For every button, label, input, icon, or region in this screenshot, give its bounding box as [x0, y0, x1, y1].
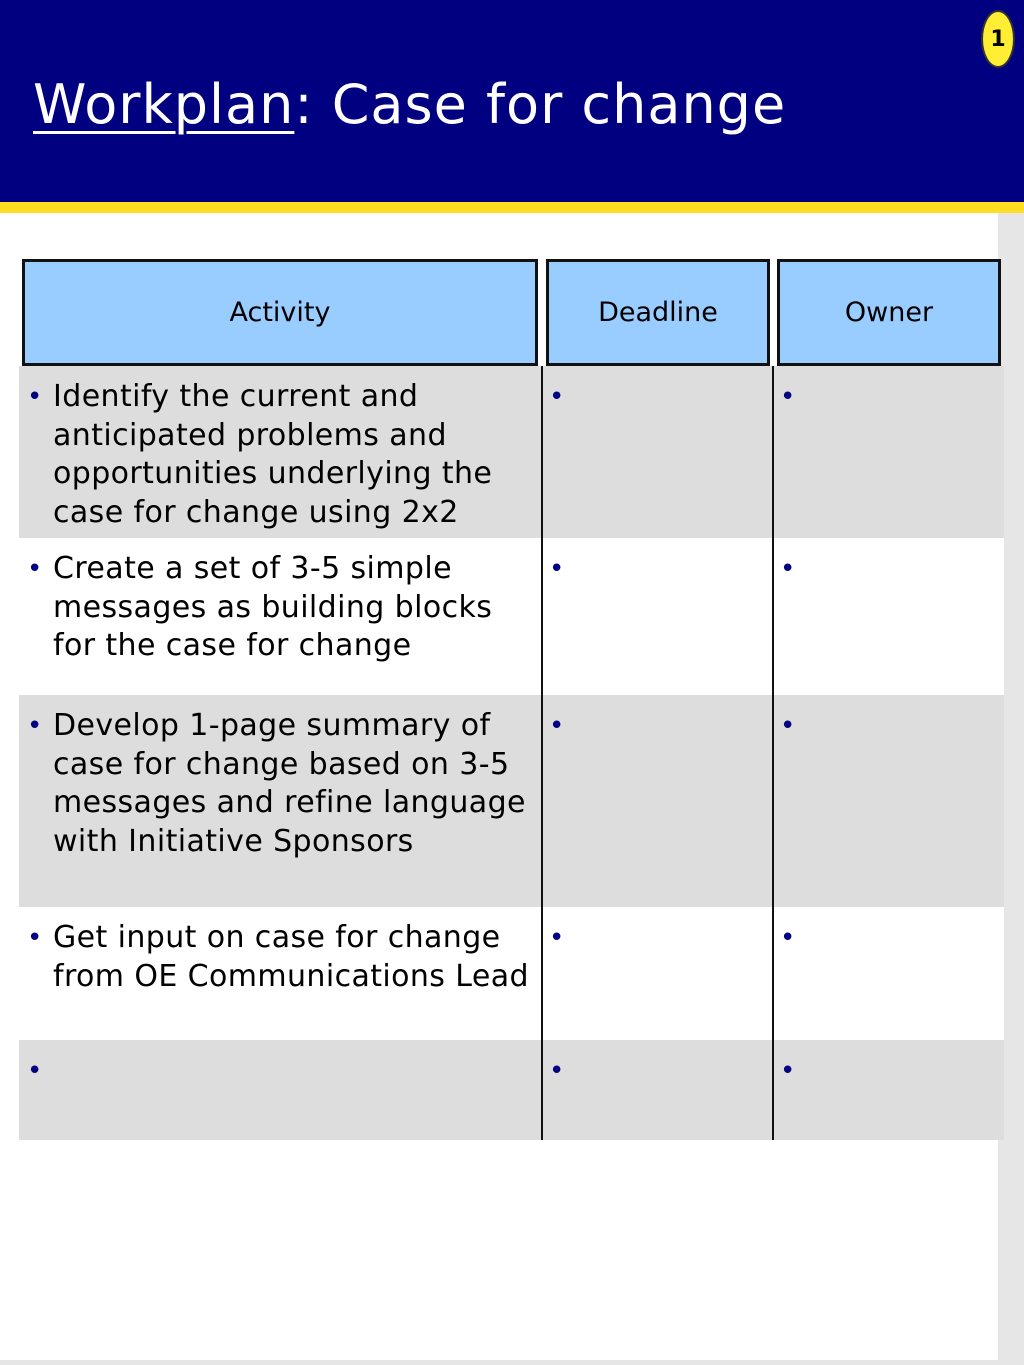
bullet-icon: • — [549, 382, 565, 412]
accent-stripe — [0, 202, 1024, 213]
bullet-icon: • — [780, 923, 796, 953]
column-divider — [772, 366, 774, 1140]
bullet-icon: • — [549, 711, 565, 741]
bullet-icon: • — [27, 554, 43, 584]
bullet-icon: • — [780, 382, 796, 412]
title-underlined: Workplan — [33, 73, 295, 136]
slide-title — [33, 72, 786, 138]
table-row — [19, 1040, 1004, 1140]
title-rest: : Case for change — [294, 73, 787, 136]
table-row — [19, 538, 1004, 695]
activity-text: Create a set of 3-5 simple messages as building blocks for the case for change — [53, 551, 493, 664]
bullet-icon: • — [780, 711, 796, 741]
bullet-icon: • — [549, 554, 565, 584]
bottom-edge-shadow — [0, 1360, 1024, 1365]
activity-cell — [27, 919, 532, 996]
page-number-badge: 1 — [981, 10, 1015, 68]
bullet-icon: • — [549, 1056, 565, 1086]
header-activity: Activity — [22, 259, 538, 366]
header-deadline: Deadline — [546, 259, 770, 366]
bullet-icon: • — [780, 554, 796, 584]
activity-text: Develop 1-page summary of case for change based on 3-5 messages and refine language with Initiative Sponsors — [53, 708, 526, 859]
table-row — [19, 695, 1004, 907]
activity-cell — [27, 378, 532, 532]
bullet-icon: • — [27, 382, 43, 412]
bullet-icon: • — [780, 1056, 796, 1086]
header-owner: Owner — [777, 259, 1001, 366]
column-divider — [541, 366, 543, 1140]
bullet-icon: • — [27, 711, 43, 741]
bullet-icon: • — [549, 923, 565, 953]
activity-cell — [27, 707, 542, 861]
table-row — [19, 907, 1004, 1040]
activity-text: Get input on case for change from OE Communications Lead — [53, 920, 529, 994]
bullet-icon: • — [27, 1056, 43, 1086]
table-row — [19, 366, 1004, 538]
activity-text: Identify the current and anticipated problems and opportunities underlying the case for change using 2x2 — [53, 379, 493, 530]
activity-cell — [27, 550, 532, 666]
bullet-icon: • — [27, 923, 43, 953]
